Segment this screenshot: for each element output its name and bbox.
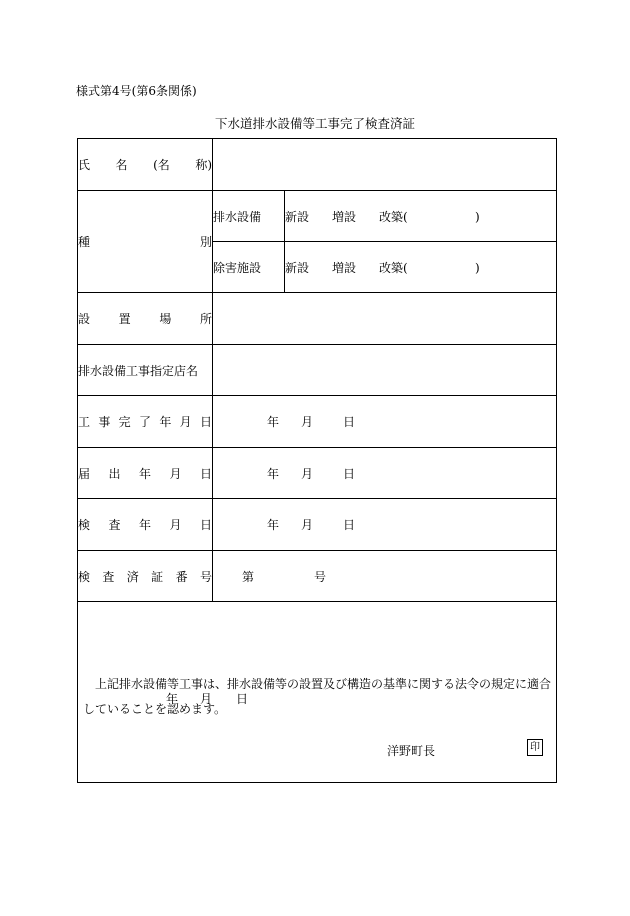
name-value[interactable] (213, 139, 557, 191)
date-month: 月 (301, 518, 314, 532)
name-label (78, 139, 213, 191)
certificate-label-char: 検 (78, 569, 91, 584)
inspection-label-char: 査 (108, 518, 121, 532)
row-contractor (78, 345, 557, 396)
inspection-label-char: 月 (169, 518, 182, 532)
abatement-alter-close: ) (475, 260, 480, 275)
row-location (78, 293, 557, 345)
certificate-label-char: 番 (175, 569, 188, 584)
category-label (78, 191, 213, 293)
issuer-name: 洋野町長 (387, 744, 436, 758)
notification-label-char: 年 (138, 466, 151, 481)
completion-date-label (78, 396, 213, 448)
abatement-label: 除害施設 (213, 242, 285, 293)
notification-date-value[interactable] (213, 448, 557, 499)
document-title: 下水道排水設備等工事完了検査済証 (214, 116, 415, 131)
row-inspection-date (78, 499, 557, 551)
notification-date-label (78, 448, 213, 499)
cert-date-year: 年 (166, 692, 179, 706)
completion-label-char: 工 (78, 415, 91, 429)
date-year: 年 (267, 518, 280, 532)
name-label-char: 称) (195, 158, 212, 172)
date-day: 日 (343, 518, 356, 532)
contractor-value[interactable] (213, 345, 557, 396)
abatement-new-option[interactable]: 新設 (285, 260, 310, 275)
inspection-date-label (78, 499, 213, 551)
location-label (78, 293, 213, 345)
cert-date-month: 月 (200, 692, 213, 706)
inspection-label-char: 年 (138, 518, 151, 532)
certificate-number-label (78, 551, 213, 602)
certificate-label-char: 査 (102, 569, 115, 584)
completion-label-char: 月 (179, 415, 192, 429)
row-certificate-number (78, 551, 557, 602)
date-year: 年 (267, 415, 280, 429)
notification-label-char: 届 (78, 466, 91, 481)
notification-label-char: 日 (199, 466, 212, 481)
seal-mark: 印 (527, 739, 543, 756)
location-label-char: 設 (78, 312, 91, 326)
date-day: 日 (343, 415, 356, 429)
certificate-label-char: 済 (126, 569, 139, 584)
completion-label-char: 事 (98, 415, 111, 429)
drainage-alter-close: ) (475, 209, 480, 224)
name-label-char: 名 (115, 158, 128, 172)
inspection-date-value[interactable] (213, 499, 557, 551)
name-label-char: 氏 (78, 158, 91, 172)
completion-label-char: 完 (118, 415, 131, 429)
completion-label-char: 了 (138, 415, 151, 429)
name-label-char: (名 (153, 158, 170, 172)
drainage-alter-option[interactable]: 改築( (379, 209, 408, 224)
certificate-label-char: 証 (151, 569, 164, 584)
abatement-options[interactable] (285, 242, 557, 293)
drainage-options[interactable] (285, 191, 557, 242)
certification-text: 上記排水設備等工事は、排水設備等の設置及び構造の基準に関する法令の規定に適合していることを認めます。 (83, 677, 552, 716)
certificate-number-value[interactable] (213, 551, 557, 602)
row-completion-date (78, 396, 557, 448)
drainage-add-option[interactable]: 増設 (332, 209, 357, 224)
date-month: 月 (301, 466, 314, 481)
notification-label-char: 月 (169, 466, 182, 481)
number-suffix: 号 (314, 569, 327, 584)
inspection-label-char: 日 (199, 518, 212, 532)
number-prefix: 第 (242, 569, 255, 584)
location-label-char: 置 (118, 312, 131, 326)
certificate-label-char: 号 (199, 569, 212, 584)
location-value[interactable] (213, 293, 557, 345)
completion-label-char: 年 (159, 415, 172, 429)
certification-date[interactable] (166, 690, 248, 707)
abatement-add-option[interactable]: 増設 (332, 260, 357, 275)
category-label-char: 別 (199, 235, 212, 249)
drainage-new-option[interactable]: 新設 (285, 209, 310, 224)
contractor-label: 排水設備工事指定店名 (78, 345, 213, 396)
abatement-alter-option[interactable]: 改築( (379, 260, 408, 275)
row-certification (78, 602, 557, 783)
cert-date-day: 日 (236, 692, 249, 706)
location-label-char: 所 (199, 312, 212, 326)
completion-label-char: 日 (199, 415, 212, 429)
date-month: 月 (301, 415, 314, 429)
date-day: 日 (343, 466, 356, 481)
notification-label-char: 出 (108, 466, 121, 481)
drainage-label: 排水設備 (213, 191, 285, 242)
location-label-char: 場 (159, 312, 172, 326)
category-label-char: 種 (78, 235, 91, 249)
row-category-drainage (78, 191, 557, 242)
inspection-certificate-table (77, 138, 557, 783)
inspection-label-char: 検 (78, 518, 91, 532)
row-name (78, 139, 557, 191)
completion-date-value[interactable] (213, 396, 557, 448)
row-notification-date (78, 448, 557, 499)
date-year: 年 (267, 466, 280, 481)
form-number: 様式第4号(第6条関係) (76, 84, 197, 98)
certification-block (78, 602, 557, 783)
